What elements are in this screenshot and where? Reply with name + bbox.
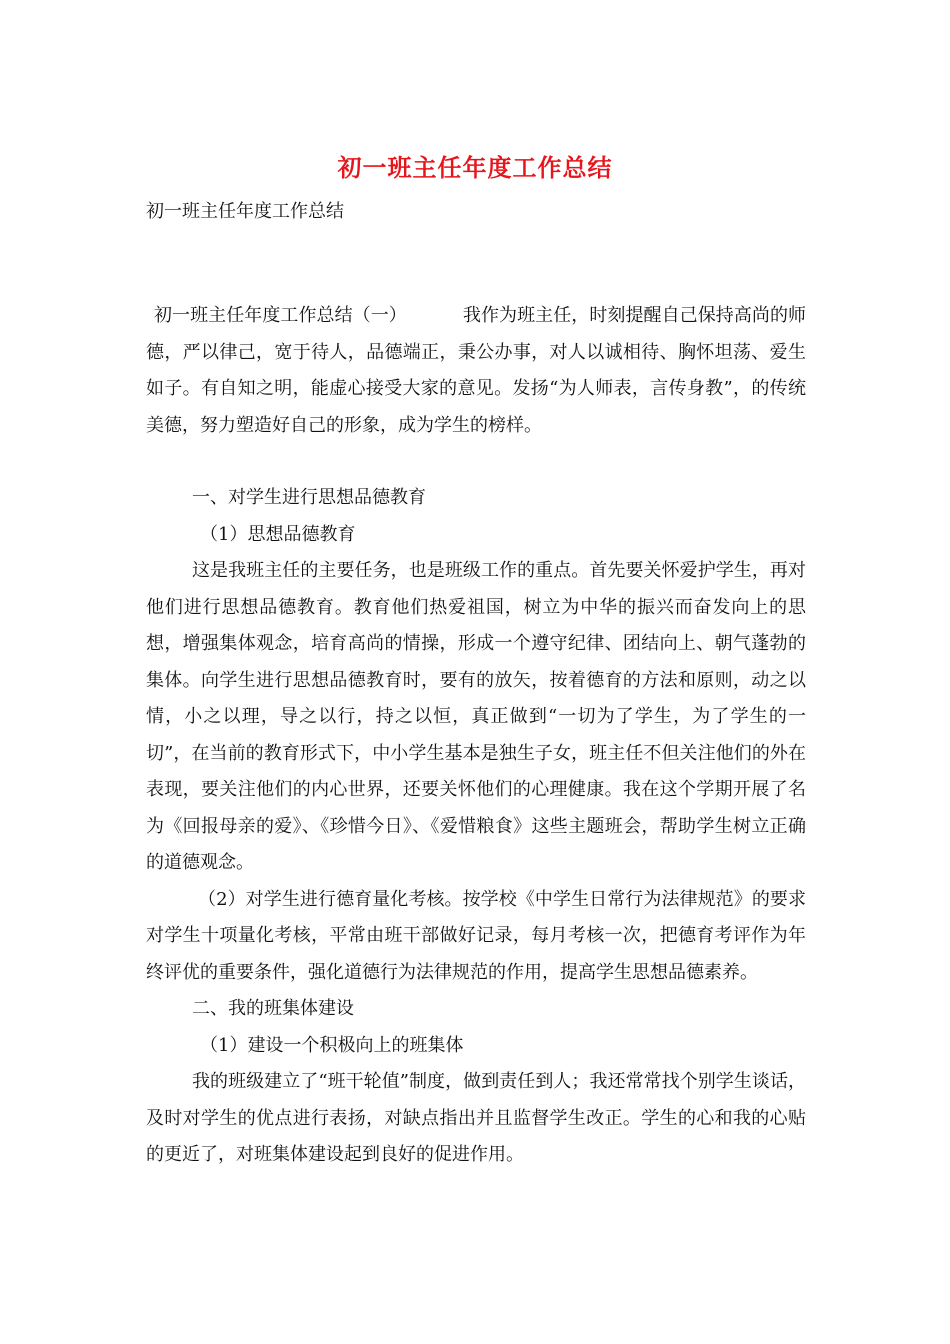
intro-text: 我作为班主任，时刻提醒自己保持高尚的师德，严以律己，宽于待人，品德端正，秉公办事，对人以诚相待、胸怀坦荡、爱生如子。有自知之明，能虚心接受大家的意见。发扬“为人师表，言传身教”，的传统美德，努力塑造好自己的形象，成为学生的榜样。 — [146, 305, 807, 436]
section-1-heading: 一、对学生进行思想品德教育 — [192, 487, 426, 508]
section-1-paragraph-2: （2）对学生进行德育量化考核。按学校《中学生日常行为法律规范》的要求对学生十项量化考核，平常由班干部做好记录，每月考核一次，把德育考评作为年终评优的重要条件，强化道德行为法律规范的作用，提高学生思想品德素养。 — [146, 888, 806, 983]
intro-paragraph — [146, 298, 806, 444]
section-1-paragraph-1: 这是我班主任的主要任务，也是班级工作的重点。首先要关怀爱护学生，再对他们进行思想品德教育。教育他们热爱祖国，树立为中华的振兴而奋发向上的思想，增强集体观念，培育高尚的情操，形成一个遵守纪律、团结向上、朝气蓬勃的集体。向学生进行思想品德教育时，要有的放矢，按着德育的方法和原则，动之以情，小之以理，导之以行，持之以恒，真正做到“一切为了学生，为了学生的一切”，在当前的教育形式下，中小学生基本是独生子女，班主任不但关注他们的外在表现，要关注他们的内心世界，还要关怀他们的心理健康。我在这个学期开展了名为《回报母亲的爱》、《珍惜今日》、《爱惜粮食》这些主题班会，帮助学生树立正确的道德观念。 — [146, 560, 806, 873]
document-title: 初一班主任年度工作总结 — [337, 153, 613, 182]
section-2-heading: 二、我的班集体建设 — [192, 998, 354, 1019]
section-2-paragraph-1: 我的班级建立了“班干轮值”制度，做到责任到人；我还常常找个别学生谈话，及时对学生的优点进行表扬，对缺点指出并且监督学生改正。学生的心和我的心贴的更近了，对班集体建设起到良好的促进作用。 — [146, 1071, 806, 1165]
document-body — [146, 298, 806, 1174]
document-subtitle: 初一班主任年度工作总结 — [146, 201, 344, 222]
section-1-subheading: （1）思想品德教育 — [200, 523, 356, 545]
intro-label: 初一班主任年度工作总结（一） — [154, 305, 407, 326]
section-2-subheading: （1）建设一个积极向上的班集体 — [200, 1034, 464, 1056]
